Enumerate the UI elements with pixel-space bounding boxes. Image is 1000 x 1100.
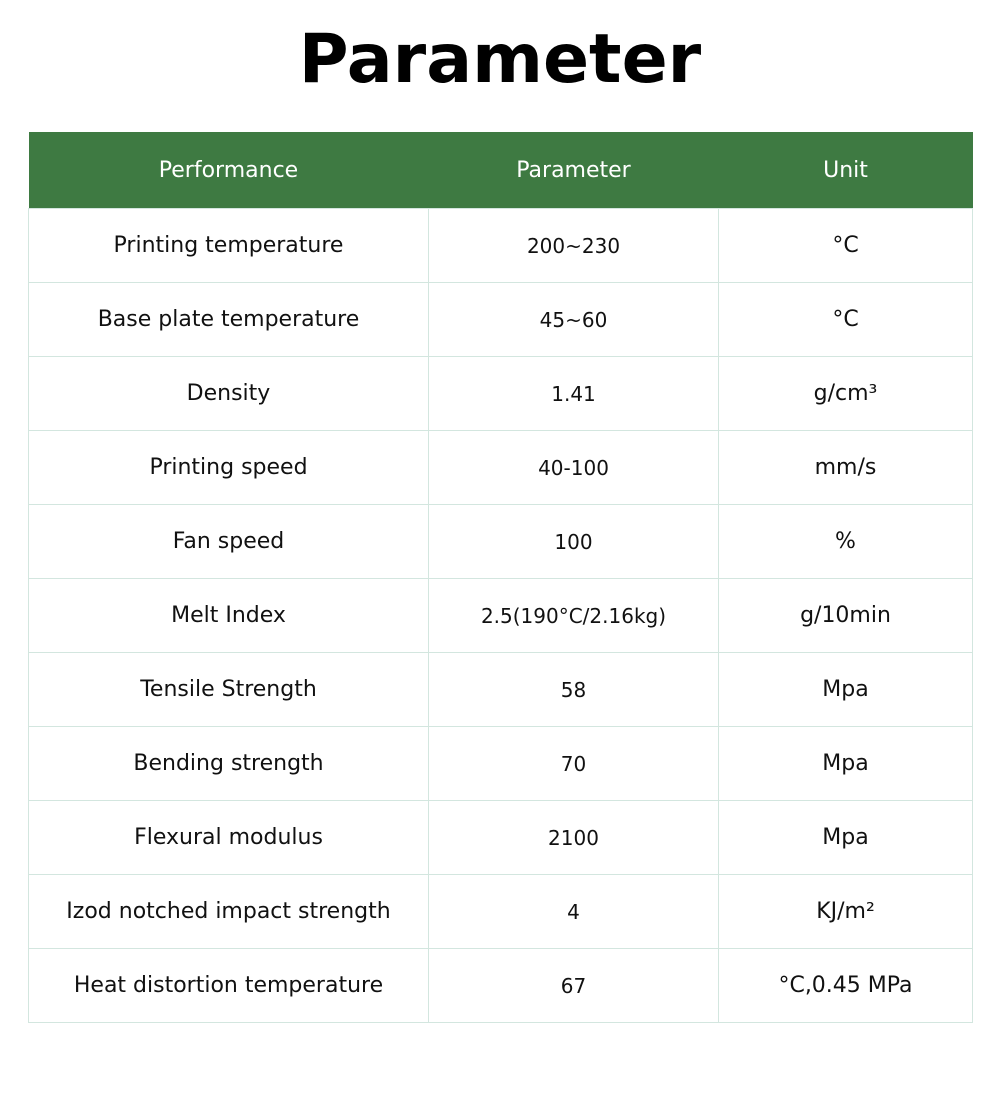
cell-performance: Printing speed xyxy=(29,431,429,505)
cell-unit: g/cm³ xyxy=(719,357,973,431)
cell-parameter: 70 xyxy=(429,727,719,801)
cell-unit: Mpa xyxy=(719,727,973,801)
cell-unit: g/10min xyxy=(719,579,973,653)
cell-unit: °C xyxy=(719,209,973,283)
cell-performance: Bending strength xyxy=(29,727,429,801)
table-row xyxy=(29,801,973,875)
table-row xyxy=(29,949,973,1023)
table-row xyxy=(29,505,973,579)
cell-unit: mm/s xyxy=(719,431,973,505)
table-row xyxy=(29,653,973,727)
header-parameter: Parameter xyxy=(429,132,719,209)
cell-unit: Mpa xyxy=(719,801,973,875)
parameter-table xyxy=(28,132,973,1023)
cell-parameter: 58 xyxy=(429,653,719,727)
table-header-row xyxy=(29,132,973,209)
cell-unit: °C xyxy=(719,283,973,357)
table-row xyxy=(29,283,973,357)
table-row xyxy=(29,431,973,505)
cell-performance: Melt Index xyxy=(29,579,429,653)
cell-parameter: 40-100 xyxy=(429,431,719,505)
cell-parameter: 67 xyxy=(429,949,719,1023)
cell-unit: Mpa xyxy=(719,653,973,727)
table-row xyxy=(29,209,973,283)
cell-unit: °C,0.45 MPa xyxy=(719,949,973,1023)
header-unit: Unit xyxy=(719,132,973,209)
table-row xyxy=(29,357,973,431)
cell-performance: Izod notched impact strength xyxy=(29,875,429,949)
cell-parameter: 200~230 xyxy=(429,209,719,283)
cell-performance: Printing temperature xyxy=(29,209,429,283)
header-performance: Performance xyxy=(29,132,429,209)
table-row xyxy=(29,875,973,949)
cell-performance: Heat distortion temperature xyxy=(29,949,429,1023)
cell-parameter: 45~60 xyxy=(429,283,719,357)
cell-parameter: 2100 xyxy=(429,801,719,875)
cell-parameter: 4 xyxy=(429,875,719,949)
cell-parameter: 1.41 xyxy=(429,357,719,431)
table-row xyxy=(29,579,973,653)
cell-unit: KJ/m² xyxy=(719,875,973,949)
table-row xyxy=(29,727,973,801)
cell-performance: Fan speed xyxy=(29,505,429,579)
cell-parameter: 100 xyxy=(429,505,719,579)
cell-parameter: 2.5(190°C/2.16kg) xyxy=(429,579,719,653)
cell-performance: Density xyxy=(29,357,429,431)
cell-performance: Base plate temperature xyxy=(29,283,429,357)
page-title: Parameter xyxy=(298,20,702,99)
cell-performance: Tensile Strength xyxy=(29,653,429,727)
cell-unit: % xyxy=(719,505,973,579)
cell-performance: Flexural modulus xyxy=(29,801,429,875)
